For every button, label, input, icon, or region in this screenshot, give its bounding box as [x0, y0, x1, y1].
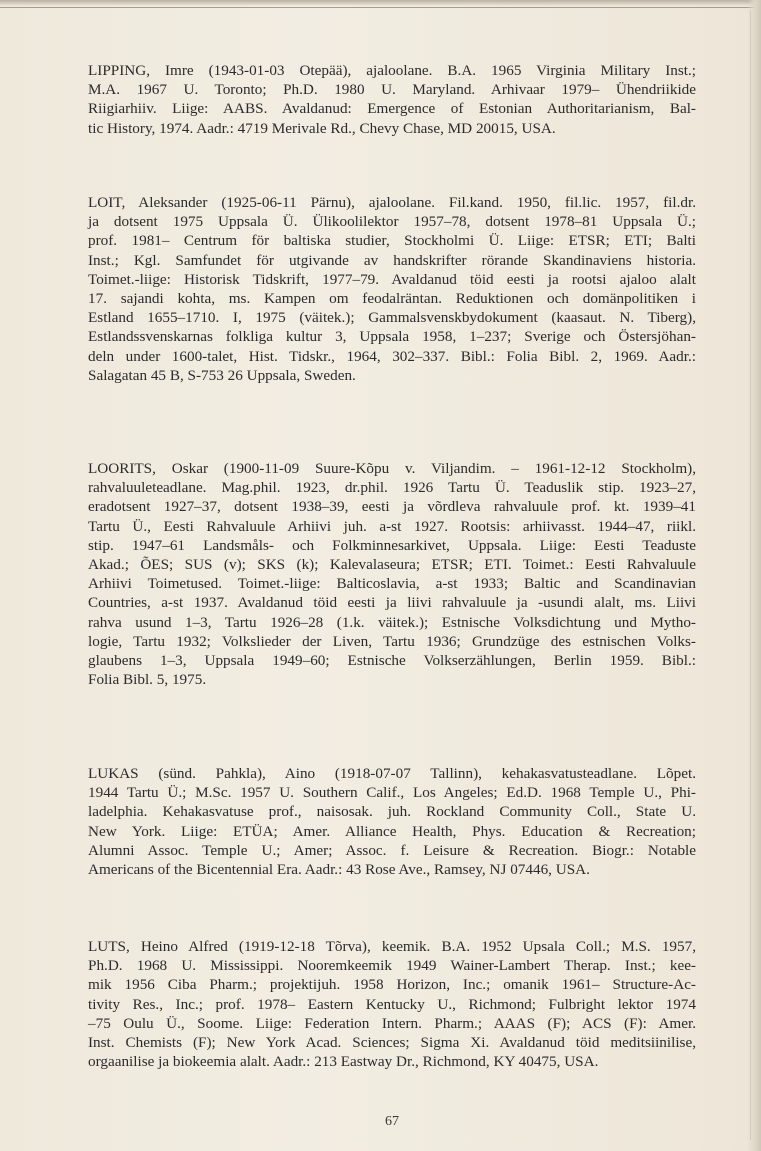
entry-line: Americans of the Bicentennial Era. Aadr.: 43 Rose Ave., Ramsey, NJ 07446, USA. [88, 861, 590, 879]
entry-line: LOORITS, Oskar (1900-11-09 Suure-Kõpu v. Viljandim. – 1961-12-12 Stockholm), [88, 460, 696, 477]
entry-line: –75 Oulu Ü., Soome. Liige: Federation Intern. Pharm.; AAAS (F); ACS (F): Amer. [88, 1014, 696, 1032]
entry-line: Riigiarhiiv. Liige: AABS. Avaldanud: Emergence of Estonian Authoritarianism, Bal- [88, 100, 696, 118]
entry-line: Inst.; Kgl. Samfundet för utgivande av handskrifter rörande Skandinaviens historia. [88, 251, 696, 269]
page-top-edge [0, 0, 761, 6]
entry-line: deln under 1600-talet, Hist. Tidskr., 1964, 302–337. Bibl.: Folia Bibl. 2, 1969. Aadr.: [88, 347, 696, 365]
entry-line: LOIT, Aleksander (1925-06-11 Pärnu), ajaloolane. Fil.kand. 1950, fil.lic. 1957, fil.dr. [88, 194, 696, 211]
entry-line: Salagatan 45 B, S-753 26 Uppsala, Sweden. [88, 366, 356, 384]
entry-line: Estland 1655–1710. I, 1975 (väitek.); Gammalsvenskbydokument (kaasaut. N. Tiberg), [88, 309, 696, 327]
page-number: 67 [385, 1114, 399, 1129]
entry-line: prof. 1981– Centrum för baltiska studier, Stockholmi Ü. Liige: ETSR; ETI; Balti [88, 232, 696, 250]
entry-line: Countries, a-st 1937. Avaldanud töid eesti ja liivi rahvaluule ja -usundi alalt, ms. Liivi [88, 594, 696, 612]
entry-line: ladelphia. Kehakasvatuse prof., naisosak. juh. Rockland Community Coll., State U. [88, 803, 696, 821]
entry-line: Inst. Chemists (F); New York Acad. Sciences; Sigma Xi. Avaldanud töid meditsiinilise, [88, 1034, 696, 1052]
page-right-rule [750, 10, 751, 1140]
page-top-rule [0, 7, 761, 8]
entry-line: rahvaluuleteadlane. Mag.phil. 1923, dr.phil. 1926 Tartu Ü. Teaduslik stip. 1923–27, [88, 479, 696, 497]
entry-line: mik 1956 Ciba Pharm.; projektijuh. 1958 Horizon, Inc.; omanik 1961– Structure-Ac- [88, 976, 696, 994]
entry-lipping [88, 61, 696, 138]
entry-lukas [88, 764, 696, 879]
entry-line: LUTS, Heino Alfred (1919-12-18 Tõrva), keemik. B.A. 1952 Upsala Coll.; M.S. 1957, [88, 938, 696, 955]
entry-line: New York. Liige: ETÜA; Amer. Alliance Health, Phys. Education & Recreation; [88, 822, 696, 840]
entry-line: Folia Bibl. 5, 1975. [88, 671, 207, 689]
entry-loit [88, 193, 696, 385]
entry-line: rahva usund 1–3, Tartu 1926–28 (1.k. väitek.); Estnische Volksdichtung und Mytho- [88, 613, 696, 631]
entry-line: 1944 Tartu Ü.; M.Sc. 1957 U. Southern Calif., Los Angeles; Ed.D. 1968 Temple U., Phi- [88, 784, 696, 802]
entry-line: M.A. 1967 U. Toronto; Ph.D. 1980 U. Maryland. Arhivaar 1979– Ühendriikide [88, 81, 696, 99]
entry-line: eradotsent 1927–37, dotsent 1938–39, eesti ja võrdleva rahvaluule prof. kt. 1939–41 [88, 498, 696, 516]
entry-line: Arhiivi Toimetused. Toimet.-liige: Balticoslavia, a-st 1933; Baltic and Scandinavian [88, 575, 696, 593]
entry-line: 17. sajandi kohta, ms. Kampen om feodalräntan. Reduktionen och domänpolitiken i [88, 290, 696, 308]
entry-line: logie, Tartu 1932; Volkslieder der Liven, Tartu 1936; Grundzüge des estnischen Volks- [88, 632, 696, 650]
entry-line: orgaanilise ja biokeemia alalt. Aadr.: 213 Eastway Dr., Richmond, KY 40475, USA. [88, 1053, 599, 1071]
entry-line: Ph.D. 1968 U. Mississippi. Nooremkeemik 1949 Wainer-Lambert Therap. Inst.; kee- [88, 957, 696, 975]
entry-line: Akad.; ÕES; SUS (v); SKS (k); Kalevalaseura; ETSR; ETI. Toimet.: Eesti Rahvaluule [88, 556, 696, 574]
entry-luts [88, 937, 696, 1071]
entry-line: LUKAS (sünd. Pahkla), Aino (1918-07-07 Tallinn), kehakasvatusteadlane. Lõpet. [88, 765, 696, 782]
entry-line: glaubens 1–3, Uppsala 1949–60; Estnische Volkserzählungen, Berlin 1959. Bibl.: [88, 652, 696, 670]
entry-loorits [88, 459, 696, 689]
entry-line: Estlandssvenskarnas folkliga kultur 3, Uppsala 1958, 1–237; Sverige och Östersjöhan- [88, 328, 696, 346]
entry-line: Tartu Ü., Eesti Rahvaluule Arhiivi juh. a-st 1927. Rootsis: arhiivasst. 1944–47, riikl. [88, 517, 696, 535]
entry-line: tic History, 1974. Aadr.: 4719 Merivale Rd., Chevy Chase, MD 20015, USA. [88, 119, 556, 137]
entry-line: Alumni Assoc. Temple U.; Amer; Assoc. f. Leisure & Recreation. Biogr.: Notable [88, 841, 696, 859]
entry-line: LIPPING, Imre (1943-01-03 Otepää), ajaloolane. B.A. 1965 Virginia Military Inst.; [88, 62, 696, 79]
entry-line: tivity Res., Inc.; prof. 1978– Eastern Kentucky U., Richmond; Fulbright lektor 1974 [88, 995, 696, 1013]
entry-line: Toimet.-liige: Historisk Tidskrift, 1977–79. Avaldanud töid eesti ja rootsi ajaloo alalt [88, 270, 696, 288]
entry-line: stip. 1947–61 Landsmåls- och Folkminnesarkivet, Uppsala. Liige: Eesti Teaduste [88, 536, 696, 554]
entry-line: ja dotsent 1975 Uppsala Ü. Ülikoolilektor 1957–78, dotsent 1978–81 Uppsala Ü.; [88, 213, 696, 231]
